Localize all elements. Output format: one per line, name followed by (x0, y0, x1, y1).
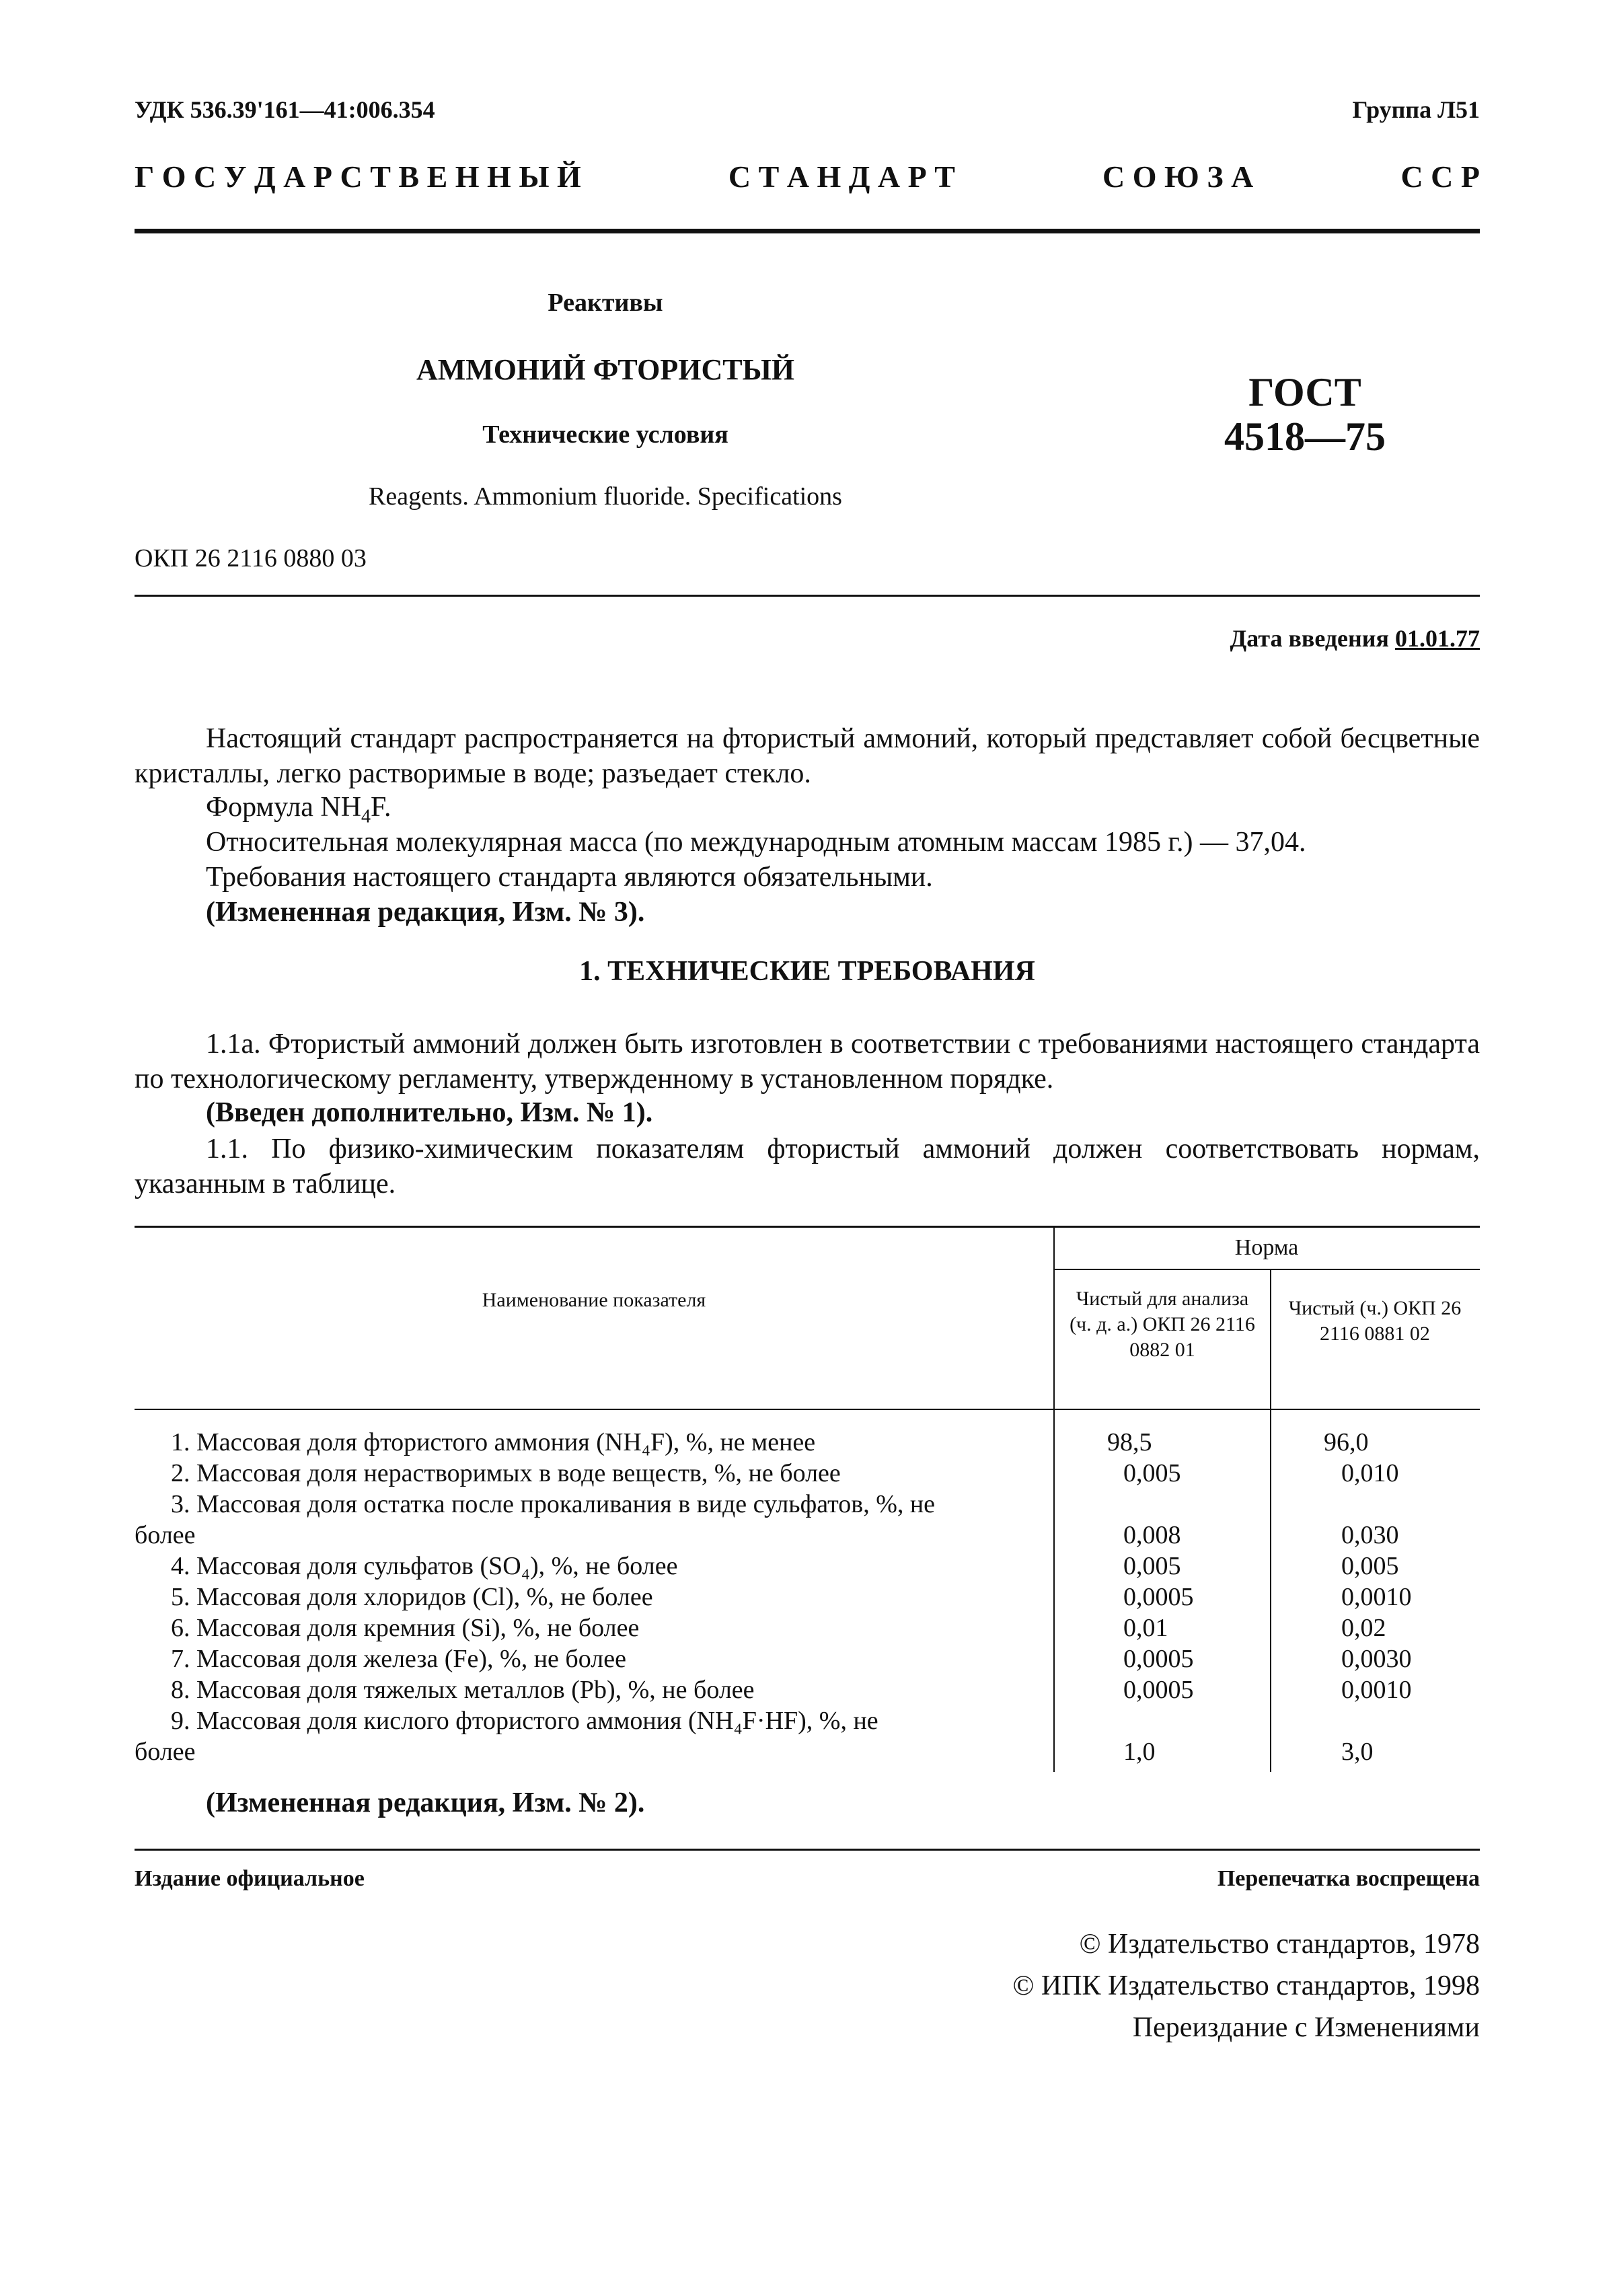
table-cell-v1: 1,0 (1123, 1738, 1156, 1766)
table-cell-v2: 96,0 (1324, 1428, 1369, 1456)
table-row-label: 3. Массовая доля остатка после прокаливания в виде сульфатов, %, не (171, 1490, 936, 1518)
table-header-col1: Чистый для анализа (ч. д. а.) ОКП 26 2116 0882 01 (1070, 1288, 1255, 1361)
gost-number: 4518—75 (1224, 414, 1386, 459)
intro-date (1230, 624, 1480, 653)
molecular-mass: Относительная молекулярная масса (по международным атомным массам 1985 г.) — 37,04. (206, 827, 1306, 858)
table-cell-v1: 0,005 (1123, 1552, 1181, 1580)
gost-label: ГОСТ (1248, 370, 1361, 414)
clause-1-1a: 1.1а. Фтористый аммоний должен быть изготовлен в соответствии с требованиями настоящего стандарта по технологическому регламенту, утвержденному в установленном порядке. (135, 1029, 1480, 1095)
table-cell-v1: 0,005 (1123, 1459, 1181, 1487)
formula-prefix: Формула NH (206, 792, 362, 823)
okp-code: ОКП 26 2116 0880 03 (135, 544, 367, 572)
reagents-label: Реактивы (548, 289, 663, 317)
table-header-col2: Чистый (ч.) ОКП 26 2116 0881 02 (1288, 1297, 1462, 1345)
state-word-4: С С Р (1400, 159, 1480, 194)
document-title: АММОНИЙ ФТОРИСТЫЙ (416, 353, 795, 386)
table-cell-v1: 98,5 (1107, 1428, 1152, 1456)
table-header-rule (135, 1409, 1480, 1410)
table-row-label: 2. Массовая доля нерастворимых в воде веществ, %, не более (171, 1459, 841, 1487)
intro-date-value: 01.01.77 (1395, 625, 1480, 652)
clause-1-1: 1.1. По физико-химическим показателям фтористый аммоний должен соответствовать нормам, указанным в таблице. (135, 1134, 1480, 1199)
table-row-label: 8. Массовая доля тяжелых металлов (Pb), %, не более (171, 1676, 755, 1704)
table-row-label: 7. Массовая доля железа (Fe), %, не более (171, 1645, 626, 1673)
table-top-rule (135, 1226, 1480, 1228)
footer-divider (135, 1849, 1480, 1851)
table-col-divider-1 (1053, 1226, 1055, 1772)
document-subtitle: Технические условия (482, 420, 728, 449)
table-cell-v2: 0,005 (1341, 1552, 1399, 1580)
table-cell-v2: 3,0 (1341, 1738, 1374, 1766)
table-cell-v2: 0,02 (1341, 1614, 1386, 1642)
intro-paragraph: Настоящий стандарт распространяется на фтористый аммоний, который представляет собой бесцветные кристаллы, легко растворимые в воде; разъедает стекло. (135, 723, 1480, 789)
reprint-notice: Перепечатка воспрещена (1217, 1866, 1480, 1891)
table-cell-v1: 0,0005 (1123, 1583, 1194, 1611)
udk-code: УДК 536.39'161—41:006.354 (135, 96, 435, 123)
state-standard-heading (135, 159, 1480, 194)
formula-line (206, 791, 391, 827)
state-word-1: Г О С У Д А Р С Т В Е Н Н Ы Й (135, 159, 581, 194)
reissue-note: Переиздание с Изменениями (1132, 2012, 1480, 2043)
table-cell-v1: 0,008 (1123, 1521, 1181, 1549)
table-cell-v1: 0,01 (1123, 1614, 1168, 1642)
official-edition: Издание официальное (135, 1866, 365, 1891)
table-row-label: 1. Массовая доля фтористого аммония (NH₄F), %, не менее (171, 1428, 816, 1456)
table-header-name: Наименование показателя (482, 1289, 706, 1311)
state-word-3: С О Ю З А (1102, 159, 1254, 194)
table-cell-v2: 0,0010 (1341, 1583, 1412, 1611)
formula-suffix: F. (371, 792, 391, 823)
header-divider (135, 229, 1480, 233)
table-cell-v1: 0,0005 (1123, 1676, 1194, 1704)
table-row-label: 9. Массовая доля кислого фтористого аммония (NH₄F·HF), %, не (171, 1707, 878, 1735)
table-row-label: 4. Массовая доля сульфатов (SO₄), %, не более (171, 1552, 678, 1580)
table-row-label: 6. Массовая доля кремния (Si), %, не более (171, 1614, 640, 1642)
section-1-title: 1. ТЕХНИЧЕСКИЕ ТРЕБОВАНИЯ (579, 956, 1035, 987)
amendment-3: (Измененная редакция, Изм. № 3). (206, 897, 645, 928)
table-cell-v2: 0,0030 (1341, 1645, 1412, 1673)
intro-date-label: Дата введения (1230, 625, 1389, 652)
copyright-1998: © ИПК Издательство стандартов, 1998 (1012, 1970, 1480, 2001)
table-cell-v2: 0,0010 (1341, 1676, 1412, 1704)
mandatory-note: Требования настоящего стандарта являются обязательными. (206, 862, 933, 893)
title-divider (135, 595, 1480, 597)
table-row-label-cont: более (135, 1738, 196, 1766)
group-code: Группа Л51 (1352, 96, 1480, 123)
table-cell-v2: 0,030 (1341, 1521, 1399, 1549)
copyright-1978: © Издательство стандартов, 1978 (1079, 1929, 1480, 1960)
table-cell-v1: 0,0005 (1123, 1645, 1194, 1673)
table-col-divider-2 (1270, 1269, 1271, 1772)
amendment-1: (Введен дополнительно, Изм. № 1). (206, 1097, 653, 1128)
table-row-label-cont: более (135, 1521, 196, 1549)
state-word-2: С Т А Н Д А Р Т (728, 159, 955, 194)
english-title: Reagents. Ammonium fluoride. Specifications (369, 482, 842, 511)
amendment-2: (Измененная редакция, Изм. № 2). (206, 1787, 645, 1818)
formula-subscript: 4 (361, 806, 371, 827)
table-cell-v2: 0,010 (1341, 1459, 1399, 1487)
table-row-label: 5. Массовая доля хлоридов (Cl), %, не более (171, 1583, 653, 1611)
table-header-norm: Норма (1234, 1235, 1299, 1260)
table-norm-rule (1053, 1269, 1480, 1270)
